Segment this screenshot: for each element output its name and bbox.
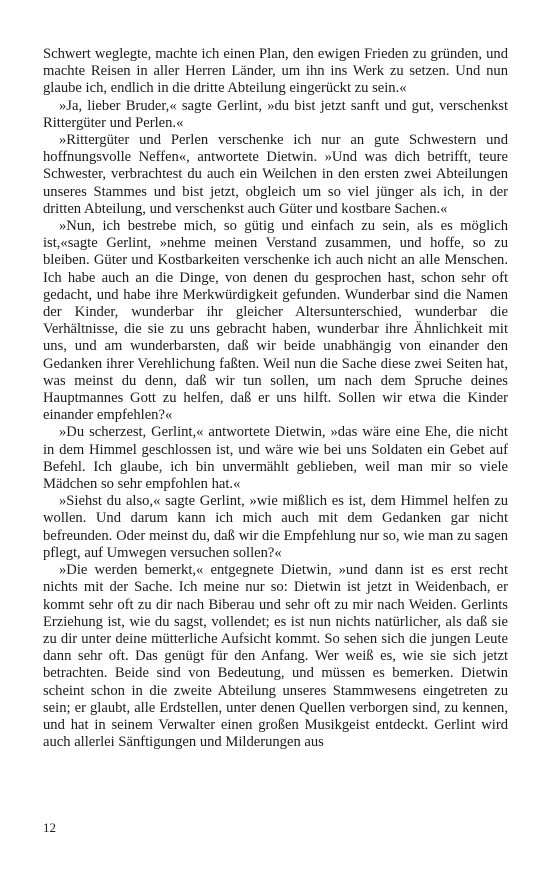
paragraph: »Nun, ich bestrebe mich, so gütig und einfach zu sein, als es möglich ist,«sagte Gerlint, »nehme meinen Verstand zusammen, und hoffe, so zu bleiben. Güter und Kostbarkeiten verschenke ich auch nicht an alle Menschen. Ich habe auch an die Dinge, von denen du gesprochen hast, schon sehr oft gedacht, und habe ihre Merkwürdigkeit gefunden. Wunderbar sind die Namen der Kinder, wunderbar ihr gleicher Altersunterschied, wunderbar die Verhältnisse, die sie zu uns gebracht haben, wunderbar ihre Ähnlichkeit mit uns, und am wunderbarsten, daß wir beide unabhängig von einander den Gedanken ihrer Verehlichung faßten. Weil nun die Sache diese zwei Seiten hat, was meinst du denn, daß wir tun sollen, um nach dem Spruche deines Hauptmannes Gott zu helfen, daß er uns hilft. Sollen wir etwa die Kinder einander empfehlen?« bbox=[43, 218, 508, 424]
paragraph: »Ja, lieber Bruder,« sagte Gerlint, »du bist jetzt sanft und gut, verschenkst Rittergüter und Perlen.« bbox=[43, 97, 508, 131]
paragraph: »Rittergüter und Perlen verschenke ich nur an gute Schwestern und hoffnungsvolle Neffen«, antwortete Dietwin. »Und was dich betrifft, teure Schwester, verbrachtest du auch ein Weilchen in den ersten zwei Abteilungen unseres Stammes und bist jetzt, obgleich um so viel jünger als ich, in der dritten Abteilung, und verschenkst auch Güter und kostbare Sachen.« bbox=[43, 132, 508, 217]
paragraph: »Siehst du also,« sagte Gerlint, »wie mißlich es ist, dem Himmel helfen zu wollen. Und darum kann ich mich auch mit dem Gedanken gar nicht befreunden. Oder meinst du, daß wir die Empfehlung nur so, wie man zu sagen pflegt, auf Umwegen versuchen sollen?« bbox=[43, 493, 508, 561]
page-number: 12 bbox=[43, 820, 56, 835]
paragraph: »Die werden bemerkt,« entgegnete Dietwin, »und dann ist es erst recht nichts mit der Sache. Ich meine nur so: Dietwin ist jetzt in Weidenbach, er kommt sehr oft zu dir nach Biberau und sehr oft zu mir nach Weiden. Gerlints Erziehung ist, wie du sagst, vollendet; es ist nun nichts natürlicher, als daß sie zu dir unter deine mütterliche Aufsicht kommt. So sehen sich die jungen Leute dann sehr oft. Das genügt für den Anfang. Wer weiß es, wie sie sich jetzt betrachten. Beide sind von Bedeutung, und müssen es bemerken. Dietwin scheint schon in die zweite Abteilung unseres Stammwesens eingetreten zu sein; er glaubt, alle Erdstellen, unter denen Quellen verborgen sind, zu kennen, und hat in seinem Verwalter einen großen Musikgeist entdeckt. Gerlint wird auch allerlei Sänftigungen und Milderungen aus bbox=[43, 562, 508, 751]
paragraph: »Du scherzest, Gerlint,« antwortete Dietwin, »das wäre eine Ehe, die nicht in dem Himmel geschlossen ist, und wäre wie bei uns Soldaten ein Gebet auf Befehl. Ich glaube, ich bin unvermählt geblieben, weil man mir so viele Mädchen so sehr empfohlen hat.« bbox=[43, 424, 508, 493]
paragraph: Schwert weglegte, machte ich einen Plan, den ewigen Frieden zu gründen, und machte Reisen in aller Herren Länder, um ihn ins Werk zu setzen. Und nun glaube ich, endlich in die dritte Abteilung eingerückt zu sein.« bbox=[43, 46, 508, 97]
page-text bbox=[43, 46, 508, 751]
